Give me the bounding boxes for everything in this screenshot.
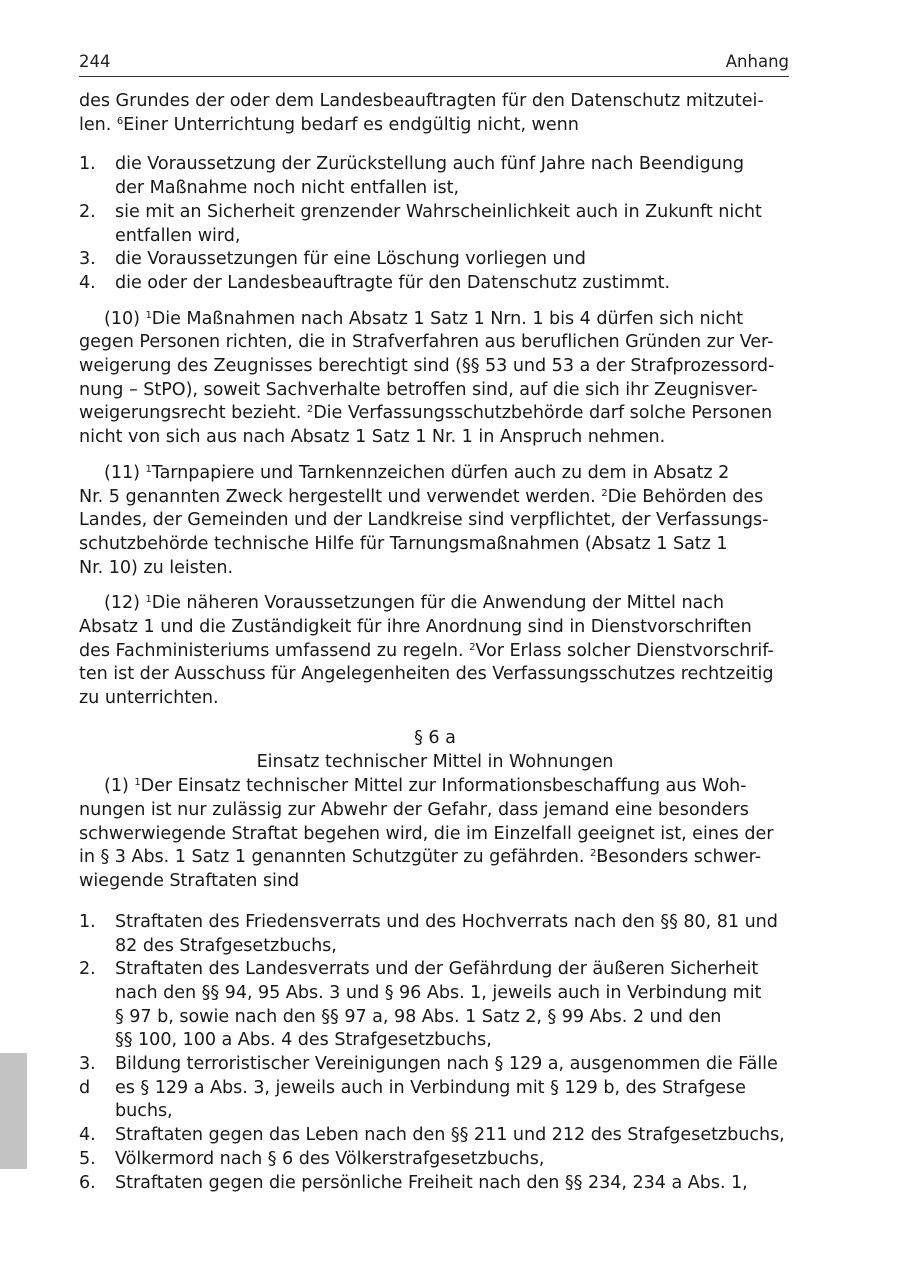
- page-number: 244: [79, 52, 111, 71]
- list-item: [79, 153, 791, 200]
- list-item: [79, 1053, 791, 1077]
- list-item-text: entfallen wird,: [115, 225, 241, 246]
- sentence-number: 1: [145, 594, 152, 606]
- paragraph-11: (11) $^1$Tarnpapiere und Tarnkennzeichen dürfen auch zu dem in Absatz 2 Nr. 5 genannten Zweck hergestellt und verwendet werden. $^2$Die Behörden des Landes, der Gemeinden und der Landkreise sind verpflichtet, der Verfassungs- schutzbehörde technische Hilfe für Tarnungsmaßnahmen (Absatz 1 Satz 1 Nr. 10) zu leisten.: [79, 462, 769, 578]
- list-item: [79, 1148, 791, 1172]
- list-item-number: 5.: [79, 1148, 96, 1169]
- paragraph-10: (10) $^1$Die Maßnahmen nach Absatz 1 Satz 1 Nrn. 1 bis 4 dürfen sich nicht gegen Personen richten, die in Strafverfahren aus beruflichen Gründen zur Ver- weigerung des Zeugnisses berechtigt sind (§§ 53 und 53 a der Strafprozessord- nung – StPO), soweit Sachverhalte betroffen sind, auf die sich ihr Zeugnisver- weigerungsrecht bezieht. $^2$Die Verfassungsschutzbehörde darf solche Personen nicht von sich aus nach Absatz 1 Satz 1 Nr. 1 in Anspruch nehmen.: [79, 308, 775, 448]
- list-item-text: die oder der Landesbeauftragte für den Datenschutz zustimmt.: [115, 272, 671, 293]
- body-text: [79, 90, 791, 1195]
- sentence-number: 1: [145, 463, 152, 475]
- paragraph-6a-1: (1) $^1$Der Einsatz technischer Mittel zur Informationsbeschaffung aus Woh- nungen ist nur zulässig zur Abwehr der Gefahr, dass jemand eine besonders schwerwiegende Straftat begehen wird, die im Einzelfall geeignet ist, eines der in § 3 Abs. 1 Satz 1 genannten Schutzgüter zu gefährden. $^2$Besonders schwer- wiegende Straftaten sind: [79, 776, 774, 892]
- list-item-text: Straftaten gegen das Leben nach den §§ 211 und 212 des Strafgesetzbuchs,: [115, 1125, 785, 1146]
- list-item-text: es § 129 a Abs. 3, jeweils auch in Verbindung mit § 129 b, des Strafgese: [115, 1077, 746, 1098]
- list-item-number: 4.: [79, 272, 96, 293]
- list-item-text: Bildung terroristischer Vereinigungen nach § 129 a, ausgenommen die Fälle: [115, 1054, 778, 1075]
- list-item-text: die Voraussetzungen für eine Löschung vorliegen und: [115, 249, 586, 270]
- sentence-number: 1: [134, 777, 141, 789]
- list-item: [79, 248, 791, 272]
- list-item-text: die Voraussetzung der Zurückstellung auch fünf Jahre nach Beendigung: [115, 154, 744, 175]
- list-item: [79, 1172, 791, 1196]
- section-number-heading: § 6 a: [414, 727, 456, 748]
- list-item: [79, 201, 791, 248]
- list-item-number: 4.: [79, 1125, 96, 1146]
- list-item-text: Straftaten des Landesverrats und der Gefährdung der äußeren Sicherheit: [115, 959, 759, 980]
- list-item: [79, 911, 791, 958]
- list-item-text: § 97 b, sowie nach den §§ 97 a, 98 Abs. 1 Satz 2, § 99 Abs. 2 und den: [115, 1006, 722, 1027]
- list-item-text: 82 des Strafgesetzbuchs,: [115, 935, 337, 956]
- list-item-number: 2.: [79, 201, 96, 222]
- list-item-text: der Maßnahme noch nicht entfallen ist,: [115, 178, 460, 199]
- sentence-number: 2: [589, 848, 597, 860]
- sentence-number: 1: [145, 309, 152, 321]
- list-item-number: 3.: [79, 1054, 96, 1075]
- list-item-number: 3.: [79, 249, 96, 270]
- chapter-thumb-tab: [0, 1053, 27, 1169]
- list-item-text: Straftaten gegen die persönliche Freiheit nach den §§ 234, 234 a Abs. 1,: [115, 1172, 748, 1193]
- list-item-text: nach den §§ 94, 95 Abs. 3 und § 96 Abs. 1, jeweils auch in Verbindung mit: [115, 982, 762, 1003]
- list-item: [79, 1077, 791, 1124]
- sentence-number: 2: [601, 487, 608, 499]
- offences-list: [79, 911, 791, 1195]
- list-item-number: 1.: [79, 911, 96, 932]
- section-title-heading: Einsatz technischer Mittel in Wohnungen: [256, 751, 614, 772]
- paragraph-12: (12) $^1$Die näheren Voraussetzungen für die Anwendung der Mittel nach Absatz 1 und die Zuständigkeit für ihre Anordnung sind in Dienstvorschriften des Fachministeriums umfassend zu regeln. $^2$Vor Erlass solcher Dienstvorschrif- ten ist der Ausschuss für Angelegenheiten des Verfassungsschutzes rechtzeitig zu unterrichten.: [79, 593, 774, 709]
- section-title: Anhang: [725, 52, 789, 71]
- list-item-number: 6.: [79, 1172, 96, 1193]
- sentence-number: 2: [306, 404, 314, 416]
- list-item-number: 1.: [79, 154, 96, 175]
- list-item-text: Völkermord nach § 6 des Völkerstrafgesetzbuchs,: [115, 1148, 545, 1169]
- list-item-text: Straftaten des Friedensverrats und des Hochverrats nach den §§ 80, 81 und: [115, 911, 778, 932]
- list-item-text: sie mit an Sicherheit grenzender Wahrscheinlichkeit auch in Zukunft nicht: [115, 201, 762, 222]
- list-item-text: buchs,: [115, 1101, 173, 1122]
- sentence-number: 2: [469, 641, 476, 653]
- list-item: [79, 272, 791, 296]
- conditions-list: [79, 153, 791, 295]
- list-item-number: 2.: [79, 959, 96, 980]
- opening-paragraph: des Grundes der oder dem Landesbeauftragten für den Datenschutz mitzutei- len. $^6$Einer Unterrichtung bedarf es endgültig nicht, wenn: [79, 91, 764, 135]
- running-header: [79, 52, 789, 77]
- list-item-number: d: [79, 1077, 91, 1098]
- sentence-number: 6: [116, 115, 124, 127]
- list-item: [79, 1124, 791, 1148]
- list-item: [79, 958, 791, 1053]
- list-item-text: §§ 100, 100 a Abs. 4 des Strafgesetzbuchs,: [115, 1030, 492, 1051]
